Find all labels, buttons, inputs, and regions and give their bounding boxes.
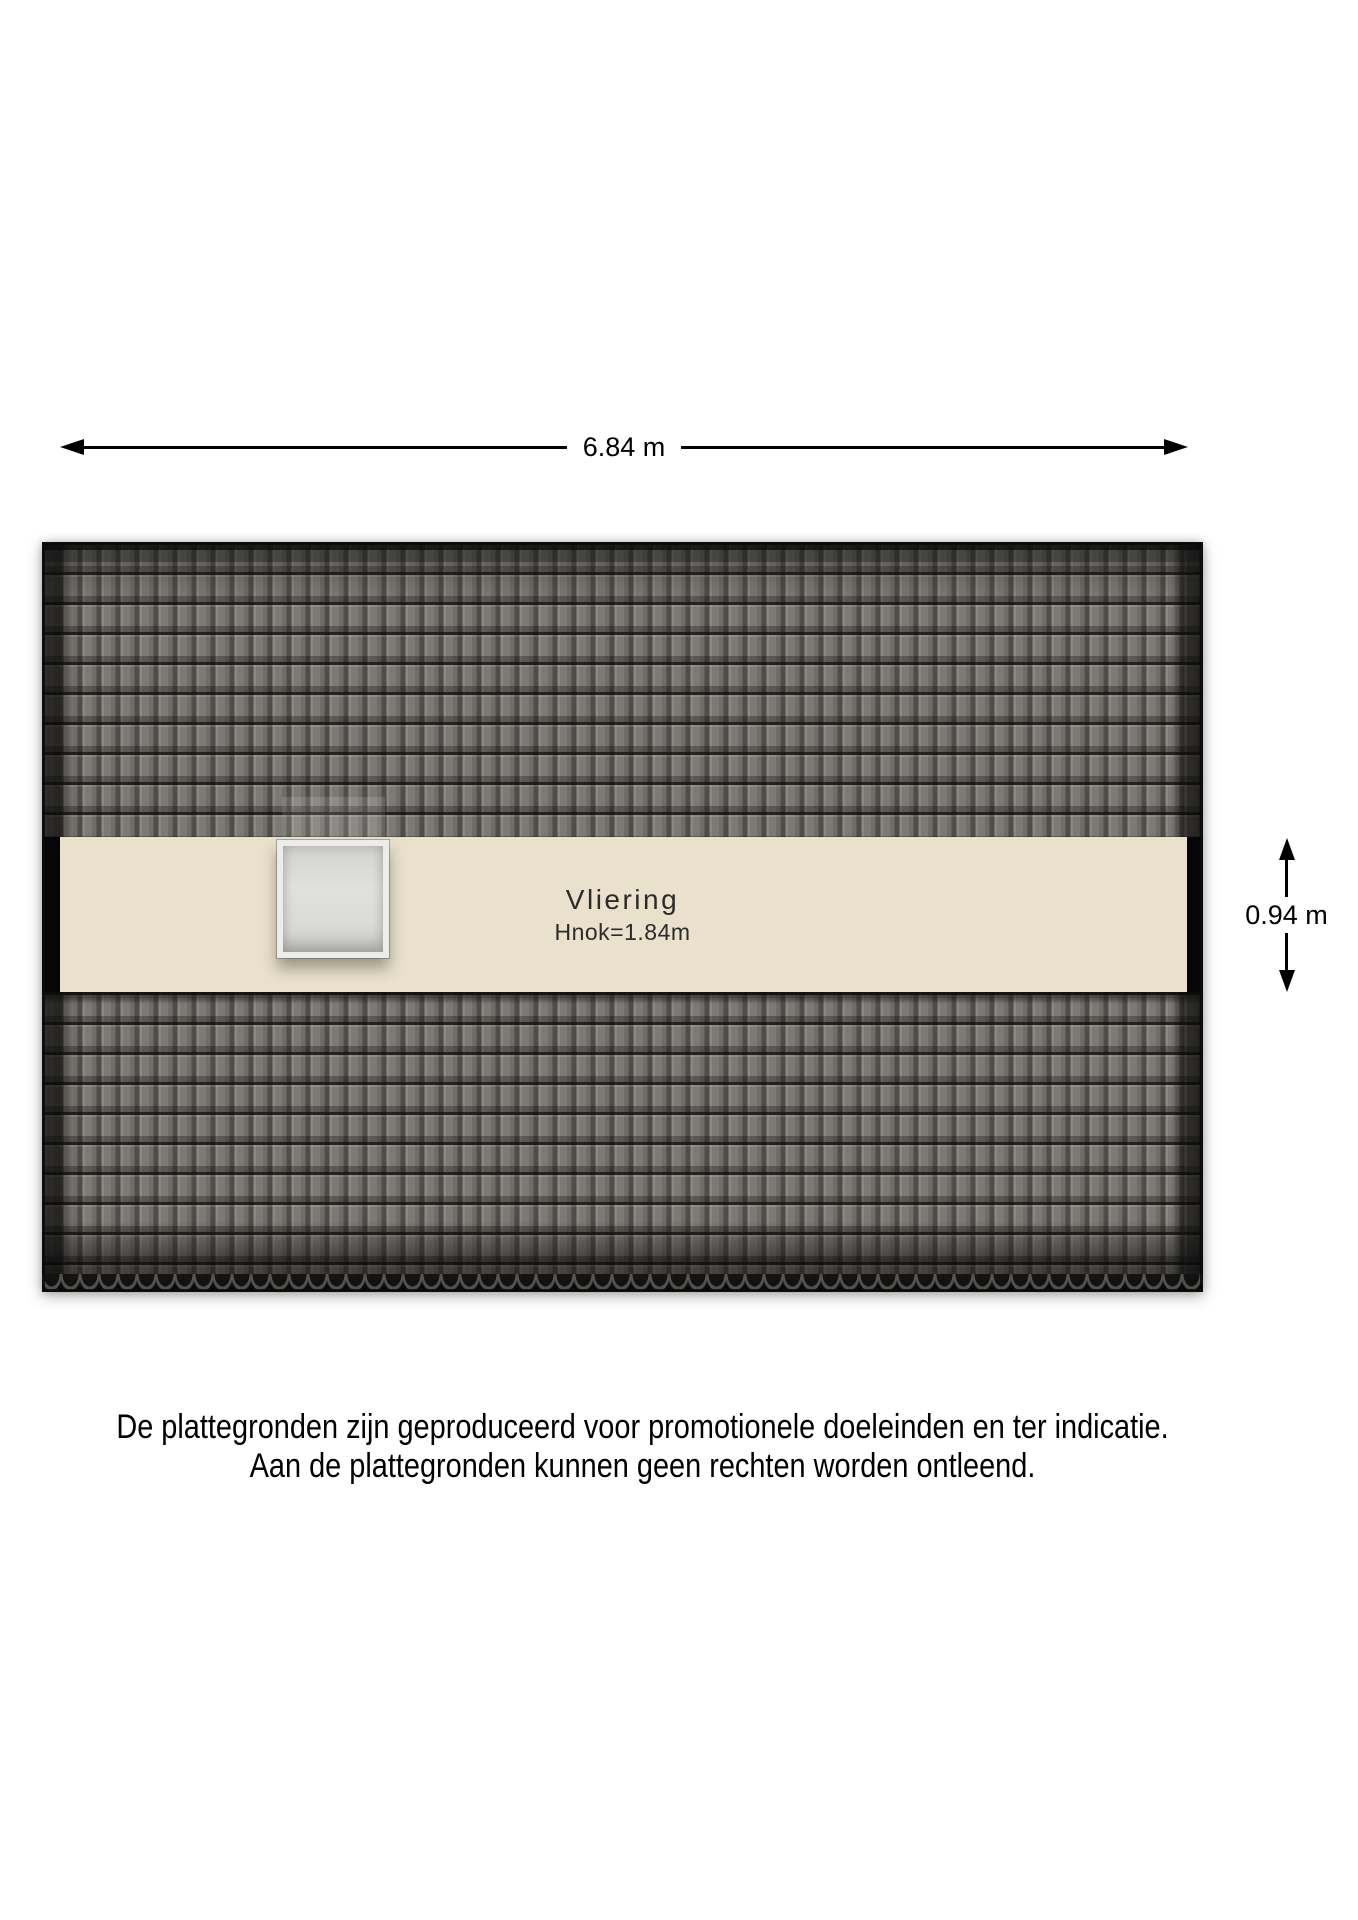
arrow-left-icon (60, 439, 84, 455)
roof-plan (42, 542, 1203, 1292)
disclaimer-line-2: Aan de plattegronden kunnen geen rechten worden ontleend. (249, 1447, 1036, 1485)
dimension-line-right (681, 446, 1164, 449)
roof-tiles-bottom (42, 992, 1203, 1292)
roof-tiles-top (42, 542, 1203, 837)
width-dimension-label: 6.84 m (582, 432, 666, 462)
room-name: Vliering (565, 883, 680, 915)
dimension-line-top (1285, 860, 1288, 897)
skylight-roof-overlay (282, 797, 385, 840)
width-dimension (60, 425, 1188, 469)
attic-floor-strip (42, 837, 1203, 992)
roof-edge-shading-bottom (42, 992, 1203, 1292)
room-label (42, 837, 1203, 992)
arrow-down-icon (1279, 970, 1295, 992)
roof-edge-shading-top (42, 542, 1203, 837)
height-dimension (1236, 838, 1337, 992)
disclaimer (96, 1408, 1188, 1486)
skylight-window (277, 840, 389, 958)
arrow-right-icon (1164, 439, 1188, 455)
dimension-line-left (84, 446, 567, 449)
dimension-line-bottom (1285, 933, 1288, 970)
room-height-note: Hnok=1.84m (554, 918, 691, 945)
disclaimer-line-1: De plattegronden zijn geproduceerd voor promotionele doeleinden en ter indicatie. (116, 1408, 1169, 1446)
arrow-up-icon (1279, 838, 1295, 860)
height-dimension-label: 0.94 m (1245, 900, 1328, 930)
roof-tile-scallop-edge (42, 1274, 1203, 1292)
